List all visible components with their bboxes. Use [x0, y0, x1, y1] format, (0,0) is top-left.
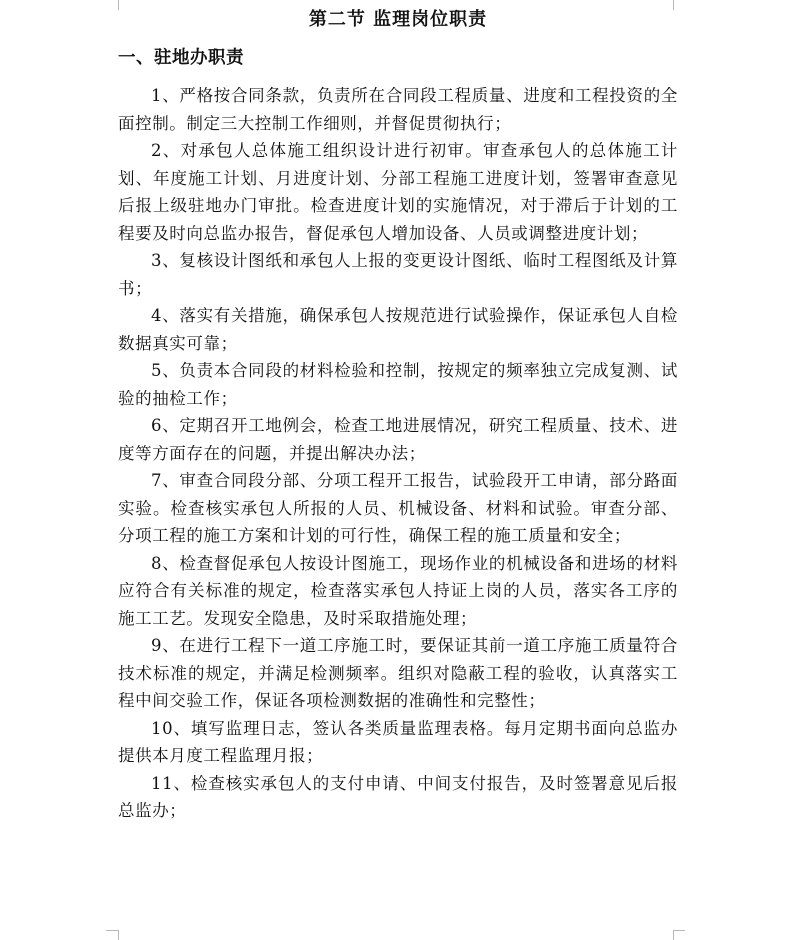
- crop-mark: [118, 930, 119, 940]
- section-title: 第二节 监理岗位职责: [308, 9, 488, 30]
- duty-item-4: 4、落实有关措施，确保承包人按规范进行试验操作，保证承包人自检数据真实可靠；: [118, 306, 678, 353]
- duty-item-2: 2、对承包人总体施工组织设计进行初审。审查承包人的总体施工计划、年度施工计划、月进度计划、分部工程施工进度计划，签署审查意见后报上级驻地办门审批。检查进度计划的实施情况，对于滞后于计划的工程要及时向总监办报告，督促承包人增加设备、人员或调整进度计划；: [118, 141, 678, 243]
- duty-item-8: 8、检查督促承包人按设计图施工，现场作业的机械设备和进场的材料应符合有关标准的规定，检查落实承包人持证上岗的人员，落实各工序的施工工艺。发现安全隐患，及时采取措施处理；: [118, 553, 678, 628]
- duty-item-11: 11、检查核实承包人的支付申请、中间支付报告，及时签署意见后报总监办；: [118, 773, 678, 820]
- crop-mark: [673, 930, 674, 940]
- duty-item-3: 3、复核设计图纸和承包人上报的变更设计图纸、临时工程图纸及计算书；: [118, 251, 678, 298]
- crop-mark: [673, 930, 685, 931]
- duty-item-1: 1、严格按合同条款，负责所在合同段工程质量、进度和工程投资的全面控制。制定三大控制工作细则，并督促贯彻执行；: [118, 86, 678, 133]
- sub-heading: 一、驻地办职责: [118, 48, 244, 68]
- duty-item-9: 9、在进行工程下一道工序施工时，要保证其前一道工序施工质量符合技术标准的规定，并满足检测频率。组织对隐蔽工程的验收，认真落实工程中间交验工作，保证各项检测数据的准确性和完整性；: [118, 636, 678, 710]
- duty-item-6: 6、定期召开工地例会，检查工地进展情况，研究工程质量、技术、进度等方面存在的问题，并提出解决办法；: [118, 416, 678, 463]
- duty-item-10: 10、填写监理日志，签认各类质量监理表格。每月定期书面向总监办提供本月度工程监理月报；: [118, 718, 678, 765]
- crop-mark: [106, 930, 118, 931]
- duty-item-7: 7、审查合同段分部、分项工程开工报告，试验段开工申请，部分路面实验。检查核实承包人所报的人员、机械设备、材料和试验。审查分部、分项工程的施工方案和计划的可行性，确保工程的施工质量和安全；: [118, 471, 678, 545]
- duty-item-5: 5、负责本合同段的材料检验和控制，按规定的频率独立完成复测、试验的抽检工作；: [118, 361, 678, 408]
- document-body: [118, 8, 678, 825]
